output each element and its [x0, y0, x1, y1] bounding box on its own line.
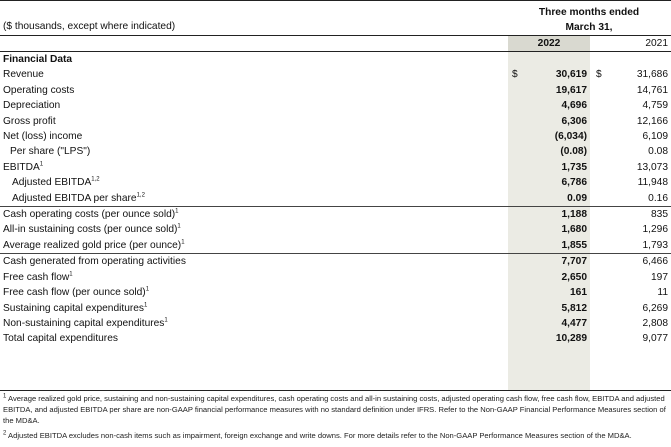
row-label-text: Adjusted EBITDA — [12, 177, 92, 189]
value-2022: 2,650 — [561, 271, 587, 283]
value-2022: 4,477 — [561, 317, 587, 329]
footnote-ref: 1 — [144, 302, 148, 309]
footnote-1 — [3, 394, 668, 426]
currency-2021 — [590, 316, 610, 331]
currency-2021 — [590, 207, 610, 223]
value-2021: 0.16 — [648, 192, 668, 204]
financial-data-table — [0, 52, 671, 347]
row-label-text: Sustaining capital expenditures — [3, 302, 145, 314]
row-label-text: Free cash flow (per ounce sold) — [3, 287, 146, 299]
table-row — [0, 222, 671, 237]
table-row — [0, 144, 671, 159]
value-2021: 6,269 — [642, 302, 668, 314]
footnote-2-number: 2 — [3, 430, 7, 437]
row-label-text: Gross profit — [3, 115, 56, 127]
table-row — [0, 316, 671, 331]
footnote-ref: 1,2 — [136, 192, 145, 199]
footnote-1-text: Average realized gold price, sustaining and non-sustaining capital expenditures, cash operating costs and all-in sustaining costs, adjusted operating cash flow, free cash flow, EBITDA and adjusted EBITDA, and adjusted EBITDA per share are non-GAAP financial performance measures with no standard definition under IFRS. Refer to the Non-GAAP Financial Performance Measures section of the MD&A. — [3, 394, 666, 425]
currency-2021 — [590, 114, 610, 129]
table-row — [0, 160, 671, 175]
currency-2021 — [590, 270, 610, 285]
currency-2021 — [590, 98, 610, 113]
table-row — [0, 301, 671, 316]
row-label — [0, 114, 508, 129]
table-row — [0, 114, 671, 129]
row-label-text: Total capital expenditures — [3, 333, 118, 345]
row-label — [0, 331, 508, 346]
footnote-ref: 1 — [177, 224, 181, 231]
value-2021: 14,761 — [636, 84, 668, 96]
currency-2021: $ — [596, 69, 602, 81]
row-label-text: Per share ("LPS") — [10, 146, 91, 158]
table-row — [0, 129, 671, 144]
column-header-2021: 2021 — [645, 38, 668, 49]
row-label-text: Non-sustaining capital expenditures — [3, 317, 165, 329]
currency-2021 — [590, 238, 610, 254]
currency-2022 — [508, 301, 526, 316]
currency-2021 — [590, 331, 610, 346]
table-row — [0, 191, 671, 207]
currency-2022 — [508, 144, 526, 159]
row-label-text: Free cash flow — [3, 271, 70, 283]
currency-2021 — [590, 301, 610, 316]
table-row — [0, 98, 671, 113]
currency-2022: $ — [512, 69, 518, 81]
currency-2021 — [590, 285, 610, 300]
footnote-ref: 1 — [181, 239, 185, 246]
row-label — [0, 316, 508, 331]
value-2022: 6,786 — [561, 177, 587, 189]
row-label-text: Depreciation — [3, 100, 61, 112]
row-label — [0, 207, 508, 223]
footnote-ref: 1 — [175, 208, 179, 215]
value-2021: 1,296 — [642, 224, 668, 236]
currency-2022 — [508, 191, 526, 207]
value-2022: 6,306 — [561, 115, 587, 127]
value-2021: 2,808 — [642, 317, 668, 329]
row-label-text: Operating costs — [3, 84, 75, 96]
value-2021: 835 — [610, 207, 671, 223]
currency-2022 — [508, 270, 526, 285]
value-2021: 9,077 — [642, 333, 668, 345]
period-line-2: March 31, — [565, 22, 613, 33]
value-2022: (6,034) — [554, 131, 587, 143]
footnote-ref: 1 — [164, 317, 168, 324]
value-2022: 4,696 — [561, 100, 587, 112]
value-2021: 31,686 — [636, 69, 668, 81]
row-label — [0, 129, 508, 144]
table-row — [0, 238, 671, 254]
row-label-text: Average realized gold price (per ounce) — [3, 239, 182, 251]
currency-2022 — [508, 331, 526, 346]
table-body — [0, 52, 671, 347]
table-row — [0, 67, 671, 82]
value-2022: 1,680 — [561, 224, 587, 236]
row-label — [0, 191, 508, 207]
value-2022: 0.09 — [567, 192, 587, 204]
row-label — [0, 254, 508, 270]
footnote-2-text: Adjusted EBITDA excludes non-cash items such as impairment, foreign exchange and write downs. For more details refer to the Non-GAAP Performance Measures section of the MD&A. — [8, 431, 632, 441]
value-2021: 197 — [651, 271, 668, 283]
value-2021: 4,759 — [642, 100, 668, 112]
currency-2021 — [590, 175, 610, 190]
currency-2022 — [508, 316, 526, 331]
value-2021: 11,948 — [637, 177, 668, 189]
currency-2021 — [590, 83, 610, 98]
units-note: ($ thousands, except where indicated) — [3, 21, 176, 32]
value-2022: 1,855 — [561, 239, 587, 251]
currency-2021 — [590, 160, 610, 175]
currency-2022 — [508, 254, 526, 270]
row-label-text: All-in sustaining costs (per ounce sold) — [3, 224, 178, 236]
row-label-text: EBITDA — [3, 161, 40, 173]
currency-2022 — [508, 207, 526, 223]
currency-2021 — [590, 144, 610, 159]
currency-2022 — [508, 285, 526, 300]
section-row — [0, 52, 671, 67]
currency-2022 — [508, 160, 526, 175]
row-label-text: Cash generated from operating activities — [3, 256, 186, 268]
currency-2022 — [508, 114, 526, 129]
currency-2021 — [590, 222, 610, 237]
value-2022: 19,617 — [555, 84, 587, 96]
value-2021: 6,109 — [642, 131, 668, 143]
currency-2022 — [508, 175, 526, 190]
row-label — [0, 270, 508, 285]
value-2021: 1,793 — [642, 239, 668, 251]
row-label — [0, 67, 508, 82]
value-2022: 1,188 — [526, 207, 590, 223]
currency-2021 — [590, 129, 610, 144]
value-2022: 7,707 — [526, 254, 590, 270]
currency-2022 — [508, 83, 526, 98]
period-header — [508, 5, 670, 35]
row-label-text: Cash operating costs (per ounce sold) — [3, 209, 176, 221]
footnote-ref: 1,2 — [91, 176, 100, 183]
currency-2022 — [508, 238, 526, 254]
row-label-text: Adjusted EBITDA per share — [12, 192, 137, 204]
value-2022: 1,735 — [561, 161, 587, 173]
value-2021: 0.08 — [648, 146, 668, 158]
row-label — [0, 160, 508, 175]
table-row — [0, 331, 671, 346]
value-2021: 6,466 — [610, 254, 671, 270]
value-2022: (0.08) — [560, 146, 587, 158]
row-label — [0, 285, 508, 300]
footnote-2 — [3, 431, 668, 442]
table-row — [0, 285, 671, 300]
table-row — [0, 270, 671, 285]
footnote-ref: 1 — [69, 271, 73, 278]
row-label — [0, 144, 508, 159]
value-2021: 13,073 — [636, 161, 668, 173]
row-label — [0, 222, 508, 237]
currency-2021 — [590, 191, 610, 207]
value-2022: 10,289 — [555, 333, 587, 345]
currency-2022 — [508, 129, 526, 144]
row-label — [0, 175, 508, 190]
row-label — [0, 301, 508, 316]
value-2022: 30,619 — [555, 69, 587, 81]
table-row — [0, 207, 671, 223]
footnote-ref: 1 — [39, 161, 44, 168]
value-2022: 5,812 — [561, 302, 587, 314]
top-rule — [0, 0, 671, 1]
row-label-text: Net (loss) income — [3, 131, 83, 143]
section-title: Financial Data — [3, 54, 73, 65]
row-label — [0, 98, 508, 113]
table-bottom-rule — [0, 390, 671, 391]
period-line-1: Three months ended — [538, 7, 640, 18]
value-2021: 12,166 — [636, 115, 668, 127]
currency-2022 — [508, 222, 526, 237]
row-label-text: Revenue — [3, 69, 44, 81]
table-row — [0, 175, 671, 190]
value-2022: 161 — [570, 287, 587, 299]
currency-2021 — [590, 254, 610, 270]
footnote-1-number: 1 — [3, 393, 7, 400]
footnotes — [3, 394, 668, 447]
row-label — [0, 238, 508, 254]
value-2021: 11 — [657, 287, 668, 299]
row-label — [0, 83, 508, 98]
footnote-ref: 1 — [145, 286, 150, 293]
column-header-2022: 2022 — [508, 36, 590, 51]
table-row — [0, 254, 671, 270]
currency-2022 — [508, 98, 526, 113]
table-row — [0, 83, 671, 98]
